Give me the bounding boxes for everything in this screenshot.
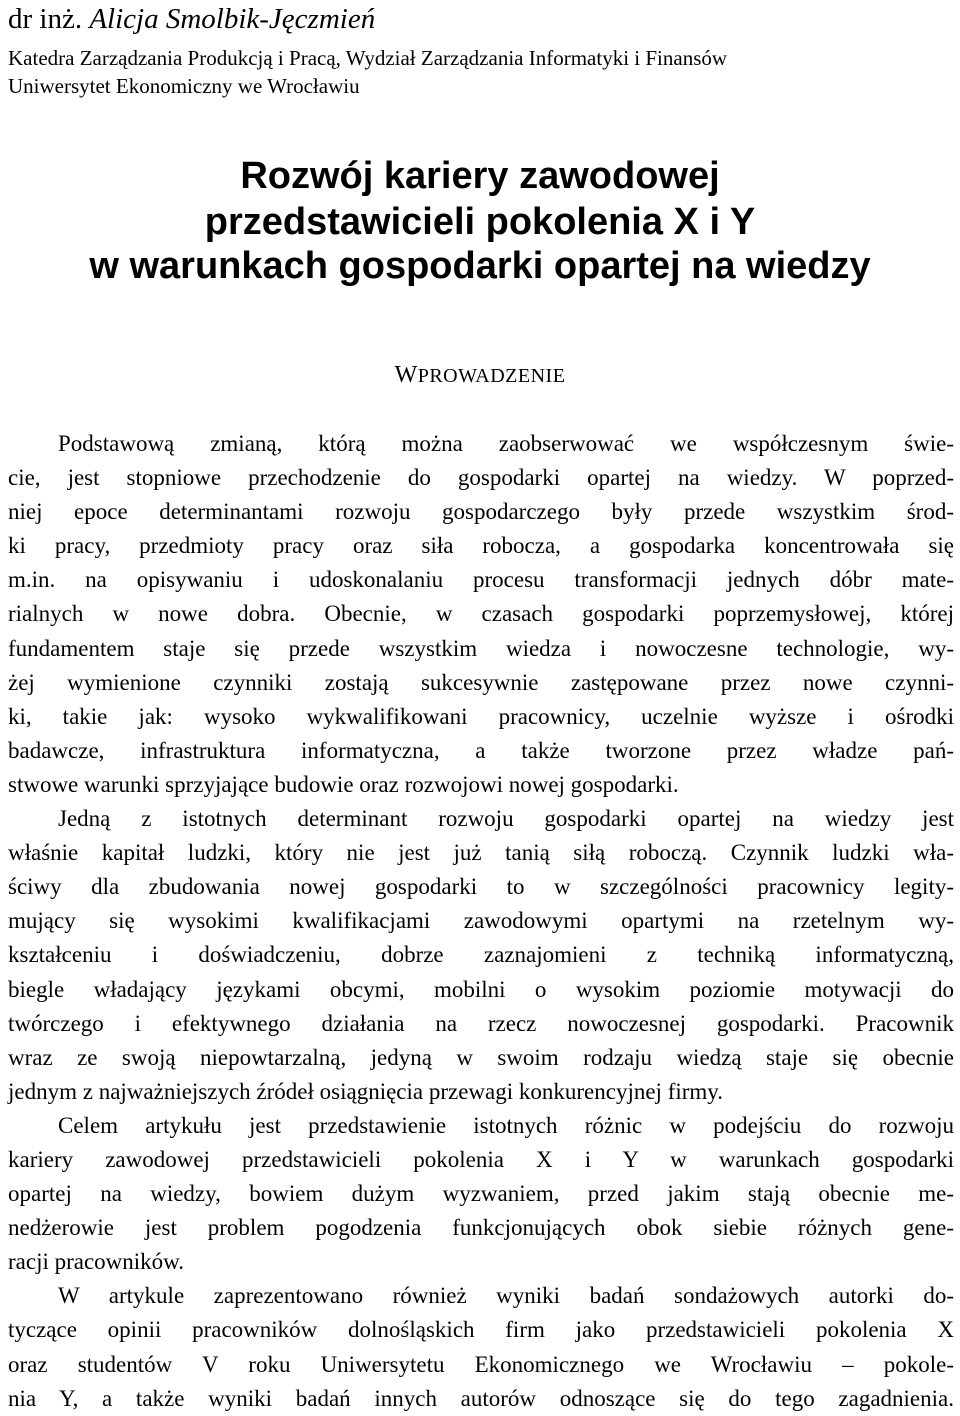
body-line: opartej na wiedzy, bowiem dużym wyzwaniem, przed jakim stają obecnie me- <box>8 1181 954 1207</box>
body-line: m.in. na opisywaniu i udoskonalaniu procesu transformacji jednych dóbr mate- <box>8 567 954 593</box>
author-title-prefix: dr inż. <box>8 3 83 35</box>
body-line: wraz ze swoją niepowtarzalną, jedyną w swoim rodzaju wiedzą staje się obecnie <box>8 1044 954 1070</box>
body-line: właśnie kapitał ludzki, który nie jest już tanią siłą roboczą. Czynnik ludzki wła- <box>8 840 954 866</box>
body-line: stwowe warunki sprzyjające budowie oraz rozwojowi nowej gospodarki. <box>8 771 679 797</box>
section-heading-initial: W <box>394 362 418 388</box>
body-line: ki pracy, przedmioty pracy oraz siła robocza, a gospodarka koncentrowała się <box>8 533 954 559</box>
affiliation-department: Katedra Zarządzania Produkcją i Pracą, Wydział Zarządzania Informatyki i Finansów <box>8 46 728 70</box>
article-title-line-2: przedstawicieli pokolenia X i Y <box>204 201 756 243</box>
section-heading-rest: PROWADZENIE <box>417 365 566 387</box>
article-title-line-1: Rozwój kariery zawodowej <box>240 155 720 197</box>
body-line: jednym z najważniejszych źródeł osiągnięcia przewagi konkurencyjnej firmy. <box>8 1078 724 1104</box>
body-line: nia Y, a także wyniki badań innych autorów odnoszące się do tego zagadnienia. <box>8 1385 954 1411</box>
affiliation-university: Uniwersytet Ekonomiczny we Wrocławiu <box>8 74 360 98</box>
body-line: kształceniu i doświadczeniu, dobrze zaznajomieni z techniką informatyczną, <box>8 942 954 968</box>
article-title-line-3: w warunkach gospodarki opartej na wiedzy <box>89 245 871 287</box>
body-line: ściwy dla zbudowania nowej gospodarki to w szczególności pracownicy legity- <box>8 874 954 900</box>
body-line: Celem artykułu jest przedstawienie istotnych różnic w podejściu do rozwoju <box>58 1112 954 1138</box>
body-line: biegle władający językami obcymi, mobilni o wysokim poziomie motywacji do <box>8 976 954 1002</box>
body-line: niej epoce determinantami rozwoju gospodarczego były przede wszystkim środ- <box>8 499 954 525</box>
author-line <box>8 2 375 36</box>
section-heading <box>0 358 960 393</box>
body-line: nedżerowie jest problem pogodzenia funkcjonujących obok siebie różnych gene- <box>8 1215 954 1241</box>
body-line: kariery zawodowej przedstawicieli pokolenia X i Y w warunkach gospodarki <box>8 1146 954 1172</box>
body-line: oraz studentów V roku Uniwersytetu Ekonomicznego we Wrocławiu – pokole- <box>8 1351 954 1377</box>
body-line: ki, takie jak: wysoko wykwalifikowani pracownicy, uczelnie wyższe i ośrodki <box>8 703 954 729</box>
body-line: tyczące opinii pracowników dolnośląskich firm jako przedstawicieli pokolenia X <box>8 1317 954 1343</box>
body-line: cie, jest stopniowe przechodzenie do gospodarki opartej na wiedzy. W poprzed- <box>8 465 954 491</box>
body-line: badawcze, infrastruktura informatyczna, a także tworzone przez władze pań- <box>8 737 954 763</box>
body-line: Podstawową zmianą, którą można zaobserwować we współczesnym świe- <box>58 431 954 456</box>
body-line: żej wymienione czynniki zostają sukcesywnie zastępowane przez nowe czynni- <box>8 669 954 695</box>
body-line: mujący się wysokimi kwalifikacjami zawodowymi opartymi na rzetelnym wy- <box>8 908 954 934</box>
body-text <box>8 427 954 1416</box>
body-line: fundamentem staje się przede wszystkim wiedza i nowoczesne technologie, wy- <box>8 635 954 661</box>
body-line: Jedną z istotnych determinant rozwoju gospodarki opartej na wiedzy jest <box>58 806 954 832</box>
body-line: twórczego i efektywnego działania na rzecz nowoczesnej gospodarki. Pracownik <box>8 1010 954 1036</box>
body-line: rialnych w nowe dobra. Obecnie, w czasach gospodarki poprzemysłowej, której <box>8 601 954 627</box>
author-name: Alicja Smolbik-Jęczmień <box>89 3 376 35</box>
body-line: racji pracowników. <box>8 1249 185 1275</box>
body-line: W artykule zaprezentowano również wyniki badań sondażowych autorki do- <box>58 1283 954 1309</box>
